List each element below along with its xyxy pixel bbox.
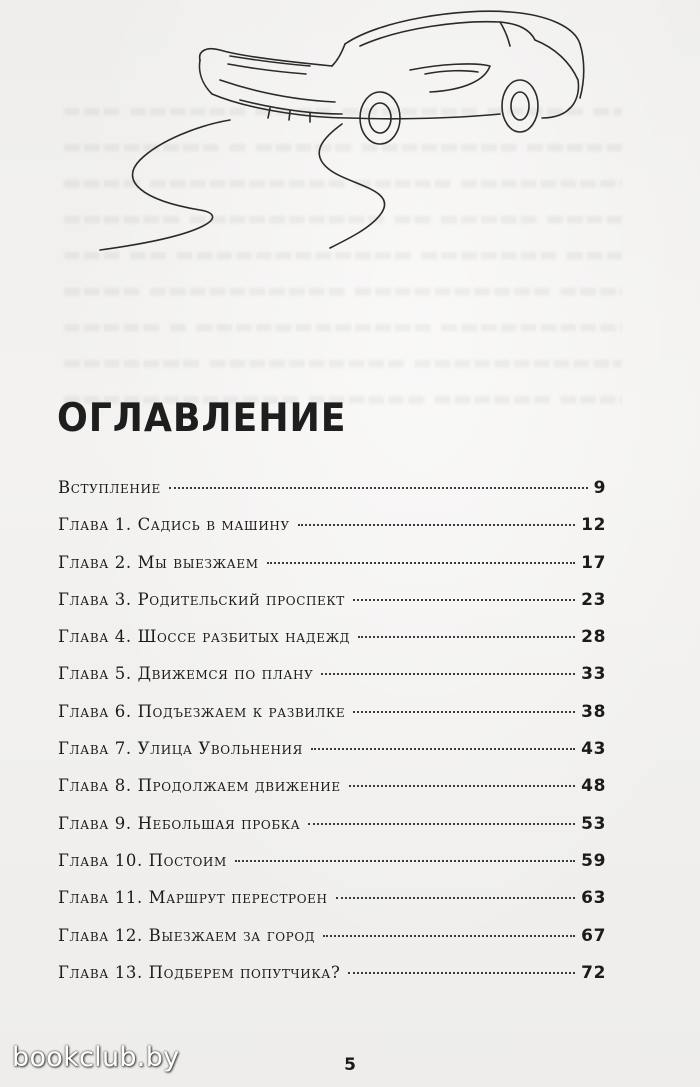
table-of-contents-list bbox=[58, 478, 606, 1000]
toc-entry-page: 59 bbox=[581, 850, 606, 871]
toc-entry bbox=[58, 702, 606, 739]
toc-entry-title: Глава 3. Родительский проспект bbox=[58, 589, 345, 609]
toc-entry-page: 38 bbox=[581, 701, 606, 722]
toc-entry-title: Глава 8. Продолжаем движение bbox=[58, 776, 341, 796]
toc-entry-page: 23 bbox=[581, 589, 606, 610]
winding-road bbox=[100, 120, 385, 250]
watermark: bookclub.by bbox=[12, 1042, 180, 1073]
toc-entry-page: 48 bbox=[581, 776, 606, 797]
toc-dot-leader bbox=[321, 673, 575, 675]
toc-entry bbox=[58, 851, 606, 888]
toc-dot-leader bbox=[358, 636, 575, 638]
toc-dot-leader bbox=[169, 487, 588, 489]
toc-dot-leader bbox=[348, 972, 575, 974]
toc-entry bbox=[58, 664, 606, 701]
toc-entry-title: Глава 4. Шоссе разбитых надежд bbox=[58, 627, 351, 647]
toc-dot-leader bbox=[267, 562, 576, 564]
toc-entry-page: 12 bbox=[581, 515, 606, 536]
toc-dot-leader bbox=[323, 935, 575, 937]
toc-entry-page: 72 bbox=[581, 962, 606, 983]
page-number: 5 bbox=[344, 1055, 356, 1075]
toc-dot-leader bbox=[311, 748, 575, 750]
toc-dot-leader bbox=[298, 524, 575, 526]
toc-entry bbox=[58, 478, 606, 515]
toc-entry-title: Глава 9. Небольшая пробка bbox=[58, 813, 301, 833]
toc-entry bbox=[58, 814, 606, 851]
toc-dot-leader bbox=[336, 897, 576, 899]
toc-entry bbox=[58, 515, 606, 552]
toc-entry bbox=[58, 963, 606, 1000]
toc-entry-page: 43 bbox=[581, 739, 606, 760]
toc-entry-page: 9 bbox=[593, 478, 606, 498]
toc-entry-title: Глава 11. Маршрут перестроен bbox=[58, 888, 328, 908]
toc-entry-title: Глава 6. Подъезжаем к развилке bbox=[58, 701, 346, 721]
toc-entry-page: 53 bbox=[581, 813, 606, 834]
toc-entry bbox=[58, 776, 606, 813]
toc-dot-leader bbox=[353, 599, 575, 601]
toc-entry-title: Глава 12. Выезжаем за город bbox=[58, 925, 316, 945]
toc-dot-leader bbox=[308, 823, 575, 825]
table-of-contents-heading: ОГЛАВЛЕНИЕ bbox=[57, 396, 347, 441]
toc-entry bbox=[58, 739, 606, 776]
toc-entry-title: Глава 10. Постоим bbox=[58, 850, 227, 870]
toc-dot-leader bbox=[235, 860, 575, 862]
toc-entry-title: Глава 13. Подберем попутчика? bbox=[58, 962, 341, 982]
toc-dot-leader bbox=[353, 711, 575, 713]
toc-entry bbox=[58, 553, 606, 590]
sports-car-illustration bbox=[80, 0, 600, 260]
toc-entry-page: 67 bbox=[581, 925, 606, 946]
toc-entry bbox=[58, 590, 606, 627]
toc-entry-page: 17 bbox=[581, 552, 606, 573]
toc-entry-title: Глава 7. Улица Увольнения bbox=[58, 739, 303, 759]
toc-entry-title: Глава 1. Садись в машину bbox=[58, 515, 290, 535]
toc-entry-page: 33 bbox=[581, 664, 606, 685]
toc-entry bbox=[58, 926, 606, 963]
toc-entry bbox=[58, 888, 606, 925]
toc-entry-page: 28 bbox=[581, 627, 606, 648]
toc-entry-title: Глава 2. Мы выезжаем bbox=[58, 552, 259, 572]
toc-entry bbox=[58, 627, 606, 664]
toc-dot-leader bbox=[349, 785, 575, 787]
toc-entry-page: 63 bbox=[581, 888, 606, 909]
toc-entry-title: Вступление bbox=[58, 478, 161, 497]
car-body-outline bbox=[200, 11, 584, 144]
toc-entry-title: Глава 5. Движемся по плану bbox=[58, 664, 314, 684]
